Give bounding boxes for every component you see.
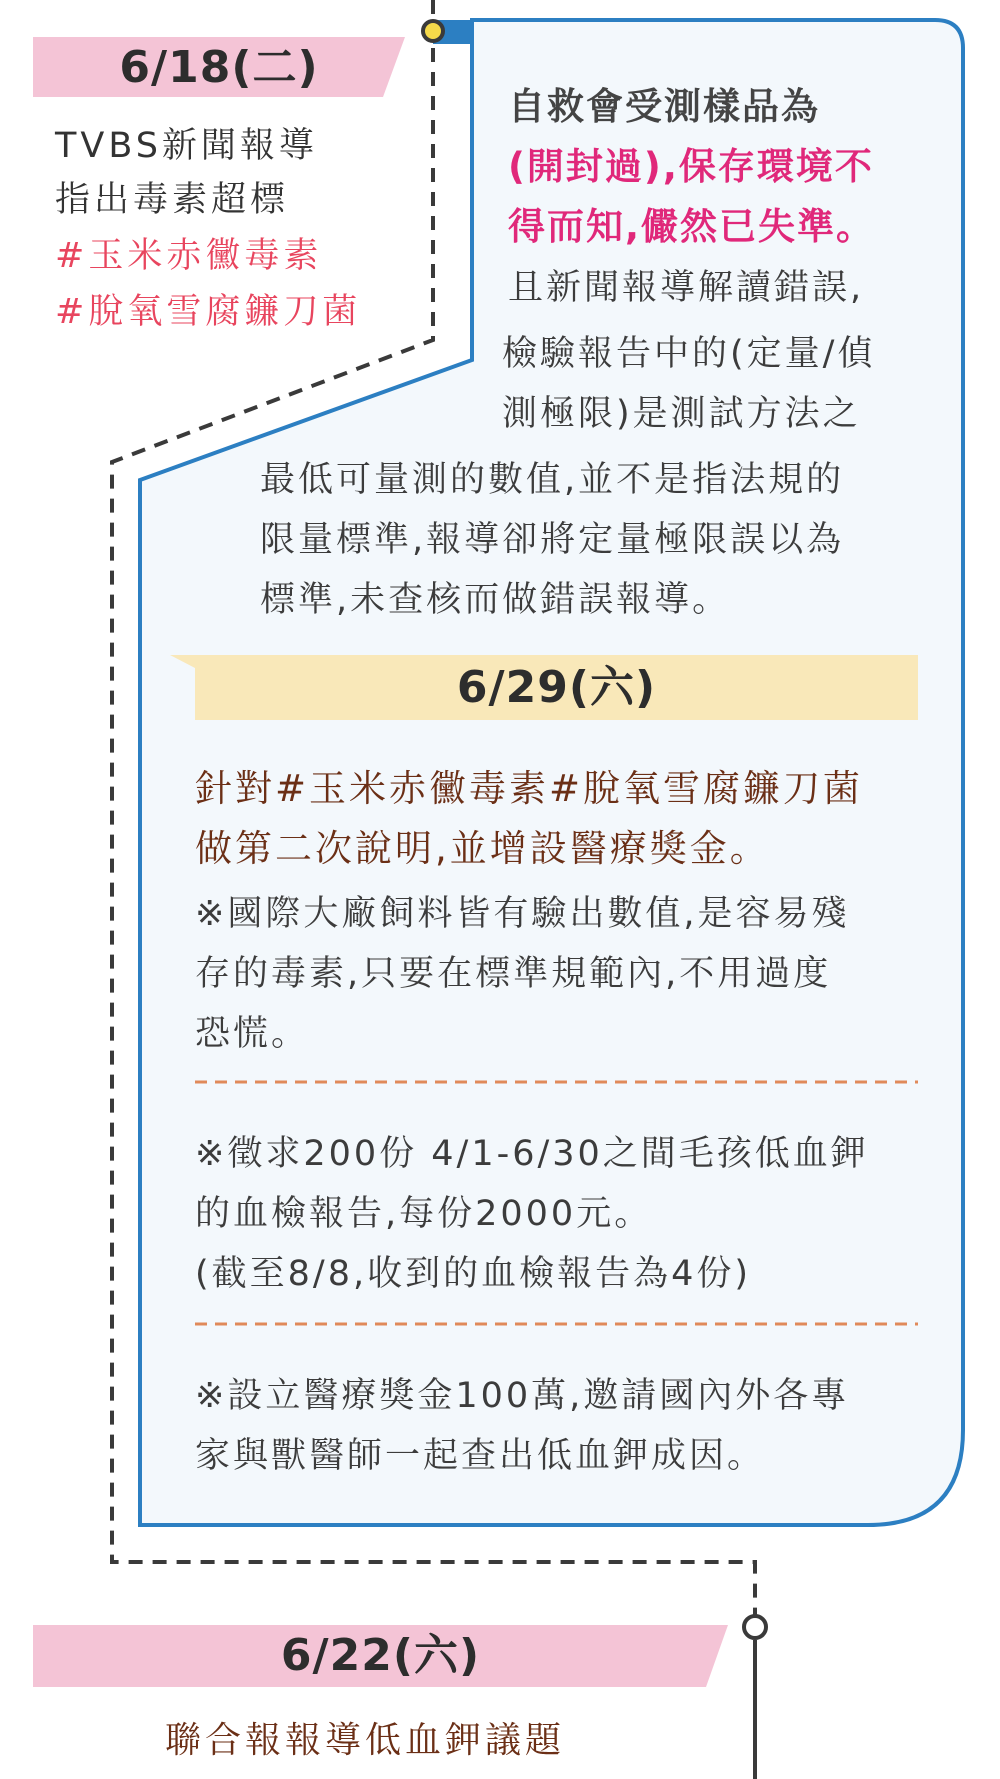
note1-line-1: ※國際大廠飼料皆有驗出數值,是容易殘 (195, 894, 850, 934)
response-body-line-6: 標準,未查核而做錯誤報導。 (260, 580, 731, 620)
response-body-line-5: 限量標準,報導卻將定量極限誤以為 (260, 520, 845, 560)
response-bold-line: 自救會受測樣品為 (508, 85, 820, 128)
response-body-line-4: 最低可量測的數值,並不是指法規的 (260, 460, 845, 500)
note1-line-3: 恐慌。 (195, 1014, 310, 1054)
response-body-line-1: 且新聞報導解讀錯誤, (508, 268, 865, 308)
response-body-line-2: 檢驗報告中的(定量/偵 (502, 334, 876, 374)
hashtag-deoxynivalenol: #脫氧雪腐鐮刀菌 (55, 292, 362, 332)
note2-line-2: 的血檢報告,每份2000元。 (195, 1194, 653, 1234)
timeline-node-bottom (744, 1616, 766, 1638)
hashtag-zearalenone: #玉米赤黴毒素 (55, 236, 323, 276)
event-0622-line: 聯合報報導低血鉀議題 (165, 1720, 566, 1761)
response-pink-line-1: (開封過),保存環境不 (508, 145, 874, 188)
date-0622: 6/22(六) (280, 1630, 481, 1681)
event-0629-brown-line-2: 做第二次說明,並增設醫療獎金。 (195, 827, 770, 870)
note3-line-2: 家與獸醫師一起查出低血鉀成因。 (195, 1436, 766, 1476)
date-0618: 6/18(二) (119, 42, 319, 93)
event-0618-line-1: TVBS新聞報導 (55, 126, 318, 166)
event-0618-line-2: 指出毒素超標 (55, 180, 290, 220)
response-pink-line-2: 得而知,儼然已失準。 (508, 205, 876, 248)
note1-line-2: 存的毒素,只要在標準規範內,不用過度 (195, 954, 832, 994)
note2-line-1: ※徵求200份 4/1-6/30之間毛孩低血鉀 (195, 1134, 869, 1174)
timeline-node-yellow (423, 21, 443, 41)
date-0629: 6/29(六) (456, 662, 657, 713)
note3-line-1: ※設立醫療獎金100萬,邀請國內外各專 (195, 1376, 850, 1416)
note2-line-3: (截至8/8,收到的血檢報告為4份) (195, 1254, 752, 1294)
response-body-line-3: 測極限)是測試方法之 (502, 394, 861, 434)
event-0629-brown-line-1: 針對#玉米赤黴毒素#脫氧雪腐鐮刀菌 (195, 767, 864, 810)
